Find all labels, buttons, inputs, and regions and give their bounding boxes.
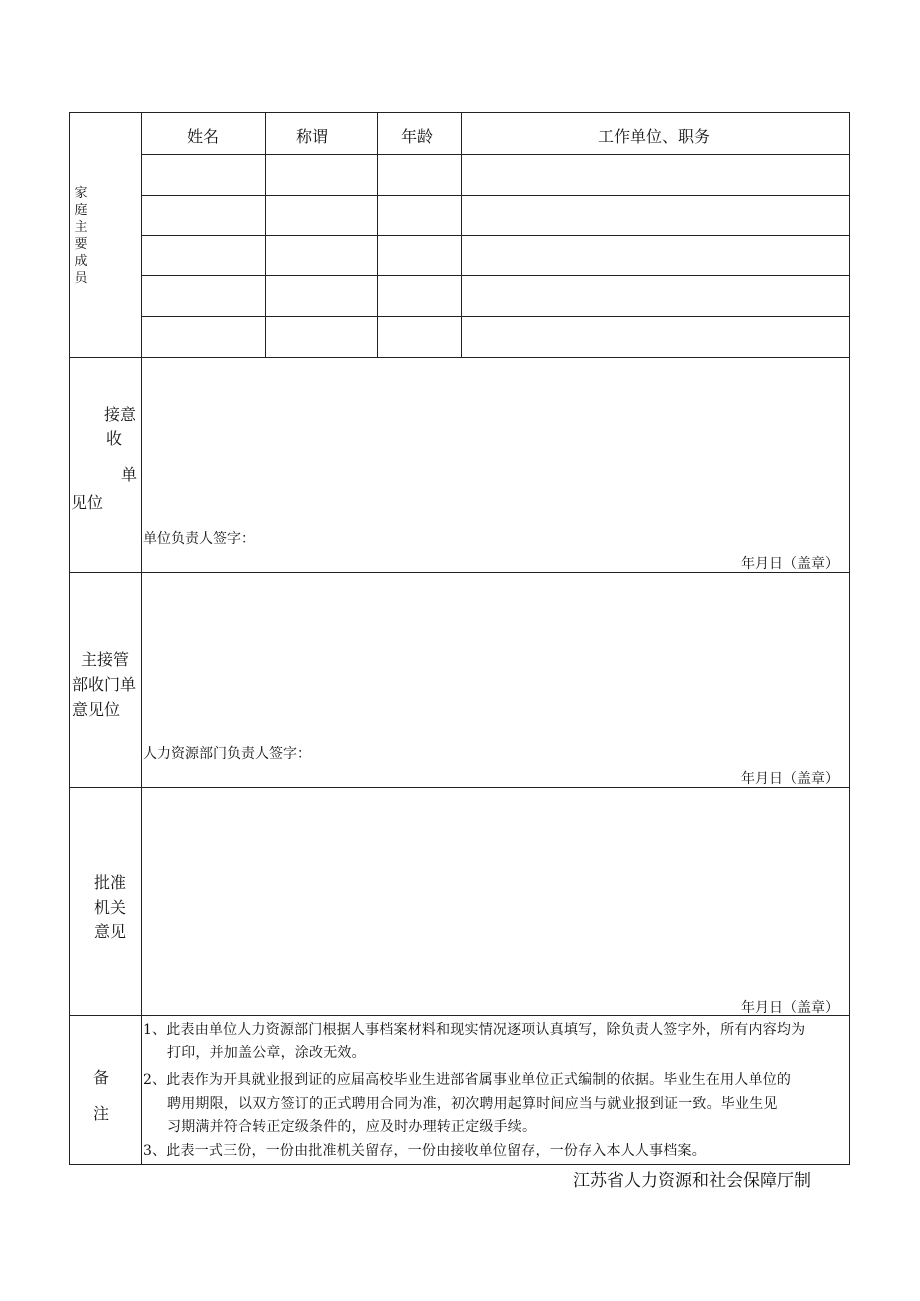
border-bottom — [69, 1164, 850, 1165]
remark-line: 2、此表作为开具就业报到证的应届高校毕业生进部省属事业单位正式编制的依据。毕业生在用人单位的 — [143, 1072, 792, 1088]
family-section-label: 家庭主要成员 — [74, 186, 88, 286]
family-row-divider — [141, 235, 850, 236]
date-stamp: 年月日（盖章） — [741, 556, 839, 572]
family-header-divider — [141, 154, 850, 155]
family-column-divider — [461, 112, 462, 357]
remarks-label: 注 — [93, 1104, 110, 1123]
section-divider — [69, 1015, 850, 1016]
label-column-divider — [141, 112, 142, 1165]
border-left — [69, 112, 70, 1165]
receiving-unit-label: 接意 — [104, 405, 137, 424]
remark-line: 习期满并符合转正定级条件的，应及时办理转正定级手续。 — [167, 1119, 537, 1135]
hr-head-signature-label: 人力资源部门负责人签字： — [143, 746, 311, 762]
header-name: 姓名 — [187, 127, 220, 146]
section-divider — [69, 787, 850, 788]
approval-label: 机关 — [94, 898, 127, 917]
border-right — [849, 112, 850, 1165]
remark-line: 聘用期限，以双方签订的正式聘用合同为准，初次聘用起算时间应当与就业报到证一致。毕业生见 — [167, 1096, 778, 1112]
approval-label: 意见 — [94, 922, 127, 941]
remark-line: 打印，并加盖公章，涂改无效。 — [167, 1045, 366, 1061]
remarks-label: 备 — [93, 1068, 110, 1087]
approval-label: 批准 — [94, 873, 127, 892]
unit-head-signature-label: 单位负责人签字： — [143, 531, 255, 547]
header-relation: 称谓 — [296, 127, 329, 146]
family-row-divider — [141, 195, 850, 196]
issuer-footer: 江苏省人力资源和社会保障厅制 — [573, 1171, 811, 1191]
remark-line: 3、此表一式三份，一份由批准机关留存，一份由接收单位留存，一份存入本人人事档案。 — [143, 1143, 706, 1159]
header-workplace-position: 工作单位、职务 — [598, 127, 711, 146]
border-top — [69, 112, 850, 113]
receiving-unit-label: 单 — [121, 465, 138, 484]
supervisor-label: 主接管 — [81, 650, 130, 669]
receiving-unit-label: 收 — [106, 429, 123, 448]
header-age: 年龄 — [401, 127, 434, 146]
section-divider — [69, 357, 850, 358]
date-stamp: 年月日（盖章） — [741, 1000, 839, 1016]
family-row-divider — [141, 316, 850, 317]
date-stamp: 年月日（盖章） — [741, 771, 839, 787]
section-divider — [69, 572, 850, 573]
receiving-unit-label: 见位 — [71, 493, 104, 512]
family-row-divider — [141, 275, 850, 276]
family-column-divider — [265, 112, 266, 357]
remark-line: 1、此表由单位人力资源部门根据人事档案材料和现实情况逐项认真填写，除负责人签字外，所有内容均为 — [143, 1022, 806, 1038]
supervisor-label: 部收门单 — [72, 675, 137, 694]
family-column-divider — [377, 112, 378, 357]
supervisor-label: 意见位 — [72, 700, 121, 719]
